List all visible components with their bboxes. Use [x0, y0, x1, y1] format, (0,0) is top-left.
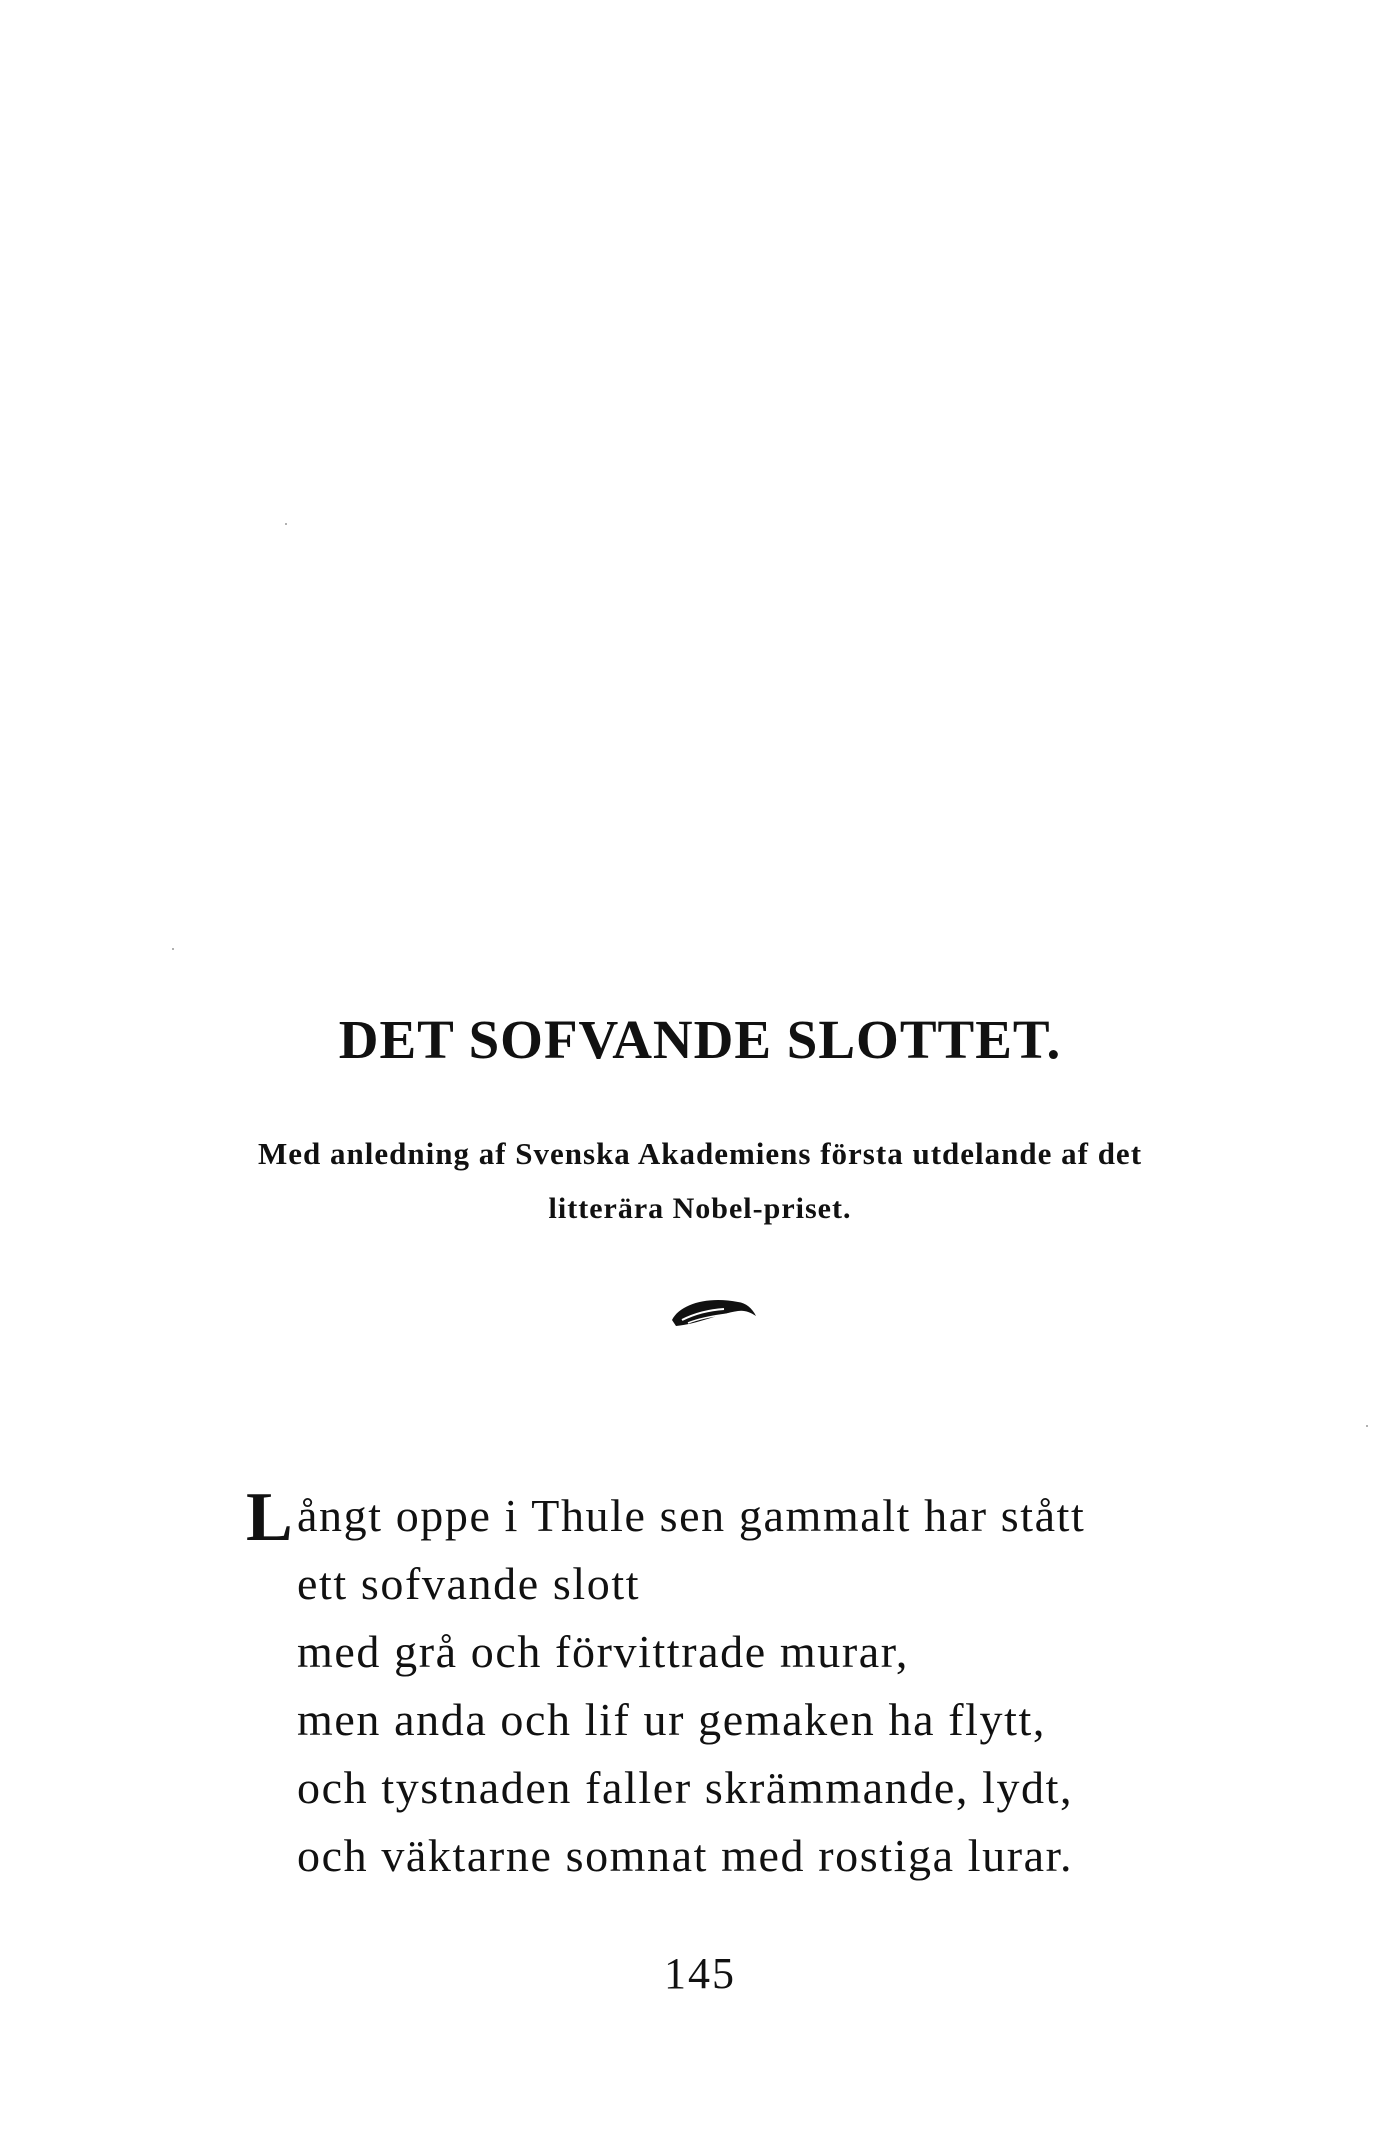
poem-line: och väktarne somnat med rostiga lurar. — [297, 1830, 1074, 1881]
poem-line: med grå och förvittrade murar, — [297, 1626, 909, 1677]
poem-line: ett sofvande slott — [297, 1558, 641, 1609]
subtitle-line-1: Med anledning af Svenska Akademiens första utdelande af det — [257, 1136, 1143, 1171]
poem-line: ångt oppe i Thule sen gammalt har stått — [297, 1490, 1086, 1541]
poem-line: och tystnaden faller skrämmande, lydt, — [297, 1762, 1074, 1813]
poem-stanza — [297, 1482, 1085, 1890]
leaf-ornament-icon — [668, 1290, 758, 1330]
subtitle-line-2: litterära Nobel-priset. — [548, 1192, 852, 1225]
paper-speck — [172, 948, 174, 950]
paper-speck — [1366, 1425, 1368, 1427]
page-number: 145 — [664, 1949, 736, 1998]
paper-speck — [285, 523, 287, 525]
page-title: DET SOFVANDE SLOTTET. — [338, 1009, 1062, 1070]
poem-drop-cap: L — [246, 1479, 293, 1556]
poem-line: men anda och lif ur gemaken ha flytt, — [297, 1694, 1046, 1745]
